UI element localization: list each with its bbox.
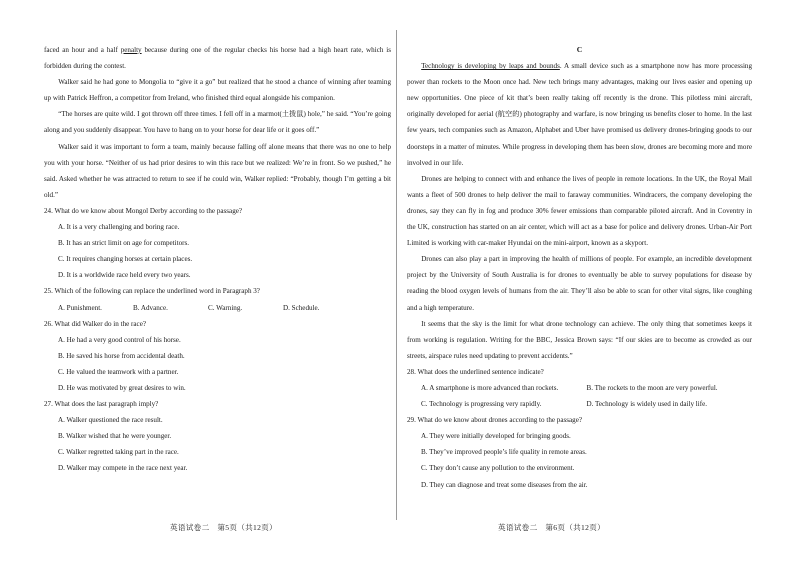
paragraph-technology: Technology is developing by leaps and bounds. A small device such as a smartphone now has more processing power than rockets to the Moon once had. New tech brings many advantages, making our lives easier and opening up new opportunities. One piece of kit that’s been really taking off recently is the drone. This pilotless mini aircraft, originally developed for aerial (航空的) photography and warfare, is now bringing us benefits closer to home. In the last few years, tech companies such as Amazon, Alphabet and Uber have promised us delivery drones-bringing goods to our doorsteps in a matter of minutes. While progress in developing them has been slow, drones are becoming more and more involved in our life.	[407, 62, 753, 167]
left-column	[44, 42, 391, 477]
q28-option-b[interactable]: B. The rockets to the moon are very powerful.	[586, 383, 718, 392]
q28-options-row-2	[421, 396, 752, 412]
underlined-word: penalty	[120, 46, 142, 54]
question-26: 26. What did Walker do in the race?	[44, 319, 146, 328]
q27-option-d[interactable]: D. Walker may compete in the race next year.	[58, 464, 188, 473]
q29-option-c[interactable]: C. They don’t cause any pollution to the environment.	[421, 464, 575, 473]
question-24: 24. What do we know about Mongol Derby according to the passage?	[44, 206, 243, 215]
question-25: 25. Which of the following can replace the underlined word in Paragraph 3?	[44, 287, 260, 296]
q28-options-row-1	[421, 380, 752, 396]
q24-option-b[interactable]: B. It has an strict limit on age for competitors.	[58, 239, 190, 248]
question-27: 27. What does the last paragraph imply?	[44, 400, 159, 409]
q24-option-c[interactable]: C. It requires changing horses at certain places.	[58, 255, 193, 264]
right-page	[397, 0, 794, 561]
q26-option-c[interactable]: C. He valued the teamwork with a partner.	[58, 367, 179, 376]
q25-option-a[interactable]: A. Punishment.	[58, 303, 102, 312]
q28-option-d[interactable]: D. Technology is widely used in daily life.	[586, 400, 708, 409]
q26-option-b[interactable]: B. He saved his horse from accidental death.	[58, 351, 185, 360]
paragraph-team: Walker said it was important to form a team, mainly because falling off alone means that there was no one to help you with your horse. “Neither of us had prior desires to win this race but we realized: We’re in front. So we pushed,” he said. Asked whether he was attracted to return to see if he could win, Walker replied: “Probably, though I’m getting a bit old.”	[44, 142, 391, 199]
question-28: 28. What does the underlined sentence indicate?	[407, 367, 544, 376]
page-footer: 英语试卷二 第6页（共12页）	[498, 523, 606, 532]
q27-option-b[interactable]: B. Walker wished that he were younger.	[58, 432, 172, 441]
section-heading: C	[576, 45, 583, 54]
q26-option-d[interactable]: D. He was motivated by great desires to win.	[58, 383, 186, 392]
paragraph-health: Drones can also play a part in improving the health of millions of people. For example, an incredible development project by the University of South Australia is for drones to eventually be able to survey populations for disease by reading the blood oxygen levels of humans from the air. They’ll also be able to scan for other vital signs, like coughing and a high temperature.	[407, 255, 752, 312]
q29-option-a[interactable]: A. They were initially developed for bringing goods.	[421, 432, 571, 441]
q26-option-a[interactable]: A. He had a very good control of his horse.	[58, 335, 181, 344]
question-29: 29. What do we know about drones according to the passage?	[407, 416, 582, 425]
paragraph-remote-locations: Drones are helping to connect with and enhance the lives of people in remote locations. In the UK, the Royal Mail wants a fleet of 500 drones to help deliver the mail to faraway communities. Windracers, the company developing the drones, say they can fly in fog and produce 30% fewer emissions than comparable piloted aircraft. And in Coventry in the UK, construction has started on an air center, which will act as a base for police and delivery drones. Urban-Air Port Limited is working with car-maker Hyundai on the mini-airport, known as a skyport.	[407, 174, 752, 248]
q29-option-b[interactable]: B. They’ve improved people’s life quality in remote areas.	[421, 448, 587, 457]
paragraph-regulation: It seems that the sky is the limit for what drone technology can achieve. The only thing that sometimes keeps it from working is regulation. Writing for the BBC, Jessica Brown says: “If our skies are to become as crowded as our streets, airspace rules need updating to prevent accidents.”	[407, 319, 752, 360]
right-column	[407, 42, 752, 493]
underlined-sentence: Technology is developing by leaps and bounds	[421, 62, 560, 71]
q27-option-c[interactable]: C. Walker regretted taking part in the race.	[58, 448, 179, 457]
paragraph-walker-mongolia: Walker said he had gone to Mongolia to “give it a go” but realized that he stood a chance of winning after teaming up with Patrick Heffron, a competitor from Ireland, who finished third equal alongside his companion.	[44, 78, 391, 103]
page-footer: 英语试卷二 第5页（共12页）	[170, 523, 278, 532]
q28-option-a[interactable]: A. A smartphone is more advanced than rockets.	[421, 383, 559, 392]
paragraph-penalty: faced an hour and a half penalty because during one of the regular checks his horse had a high heart rate, which is forbidden during the contest.	[44, 46, 391, 71]
paragraph-horses-wild: “The horses are quite wild. I got thrown off three times. I fell off in a marmot(土拨鼠) hole,” he said. “You’re going along and you suddenly disappear. You have to hang on to your horse for dear life or it goes off.”	[44, 110, 391, 135]
q27-option-a[interactable]: A. Walker questioned the race result.	[58, 416, 163, 425]
q25-option-b[interactable]: B. Advance.	[133, 303, 168, 312]
q24-option-a[interactable]: A. It is a very challenging and boring race.	[58, 223, 180, 232]
q25-option-c[interactable]: C. Warning.	[208, 303, 243, 312]
q25-option-d[interactable]: D. Schedule.	[283, 303, 320, 312]
q29-option-d[interactable]: D. They can diagnose and treat some diseases from the air.	[421, 480, 588, 489]
q25-options	[58, 300, 391, 316]
q24-option-d[interactable]: D. It is a worldwide race held every two years.	[58, 271, 191, 280]
q28-option-c[interactable]: C. Technology is progressing very rapidly.	[421, 400, 542, 409]
